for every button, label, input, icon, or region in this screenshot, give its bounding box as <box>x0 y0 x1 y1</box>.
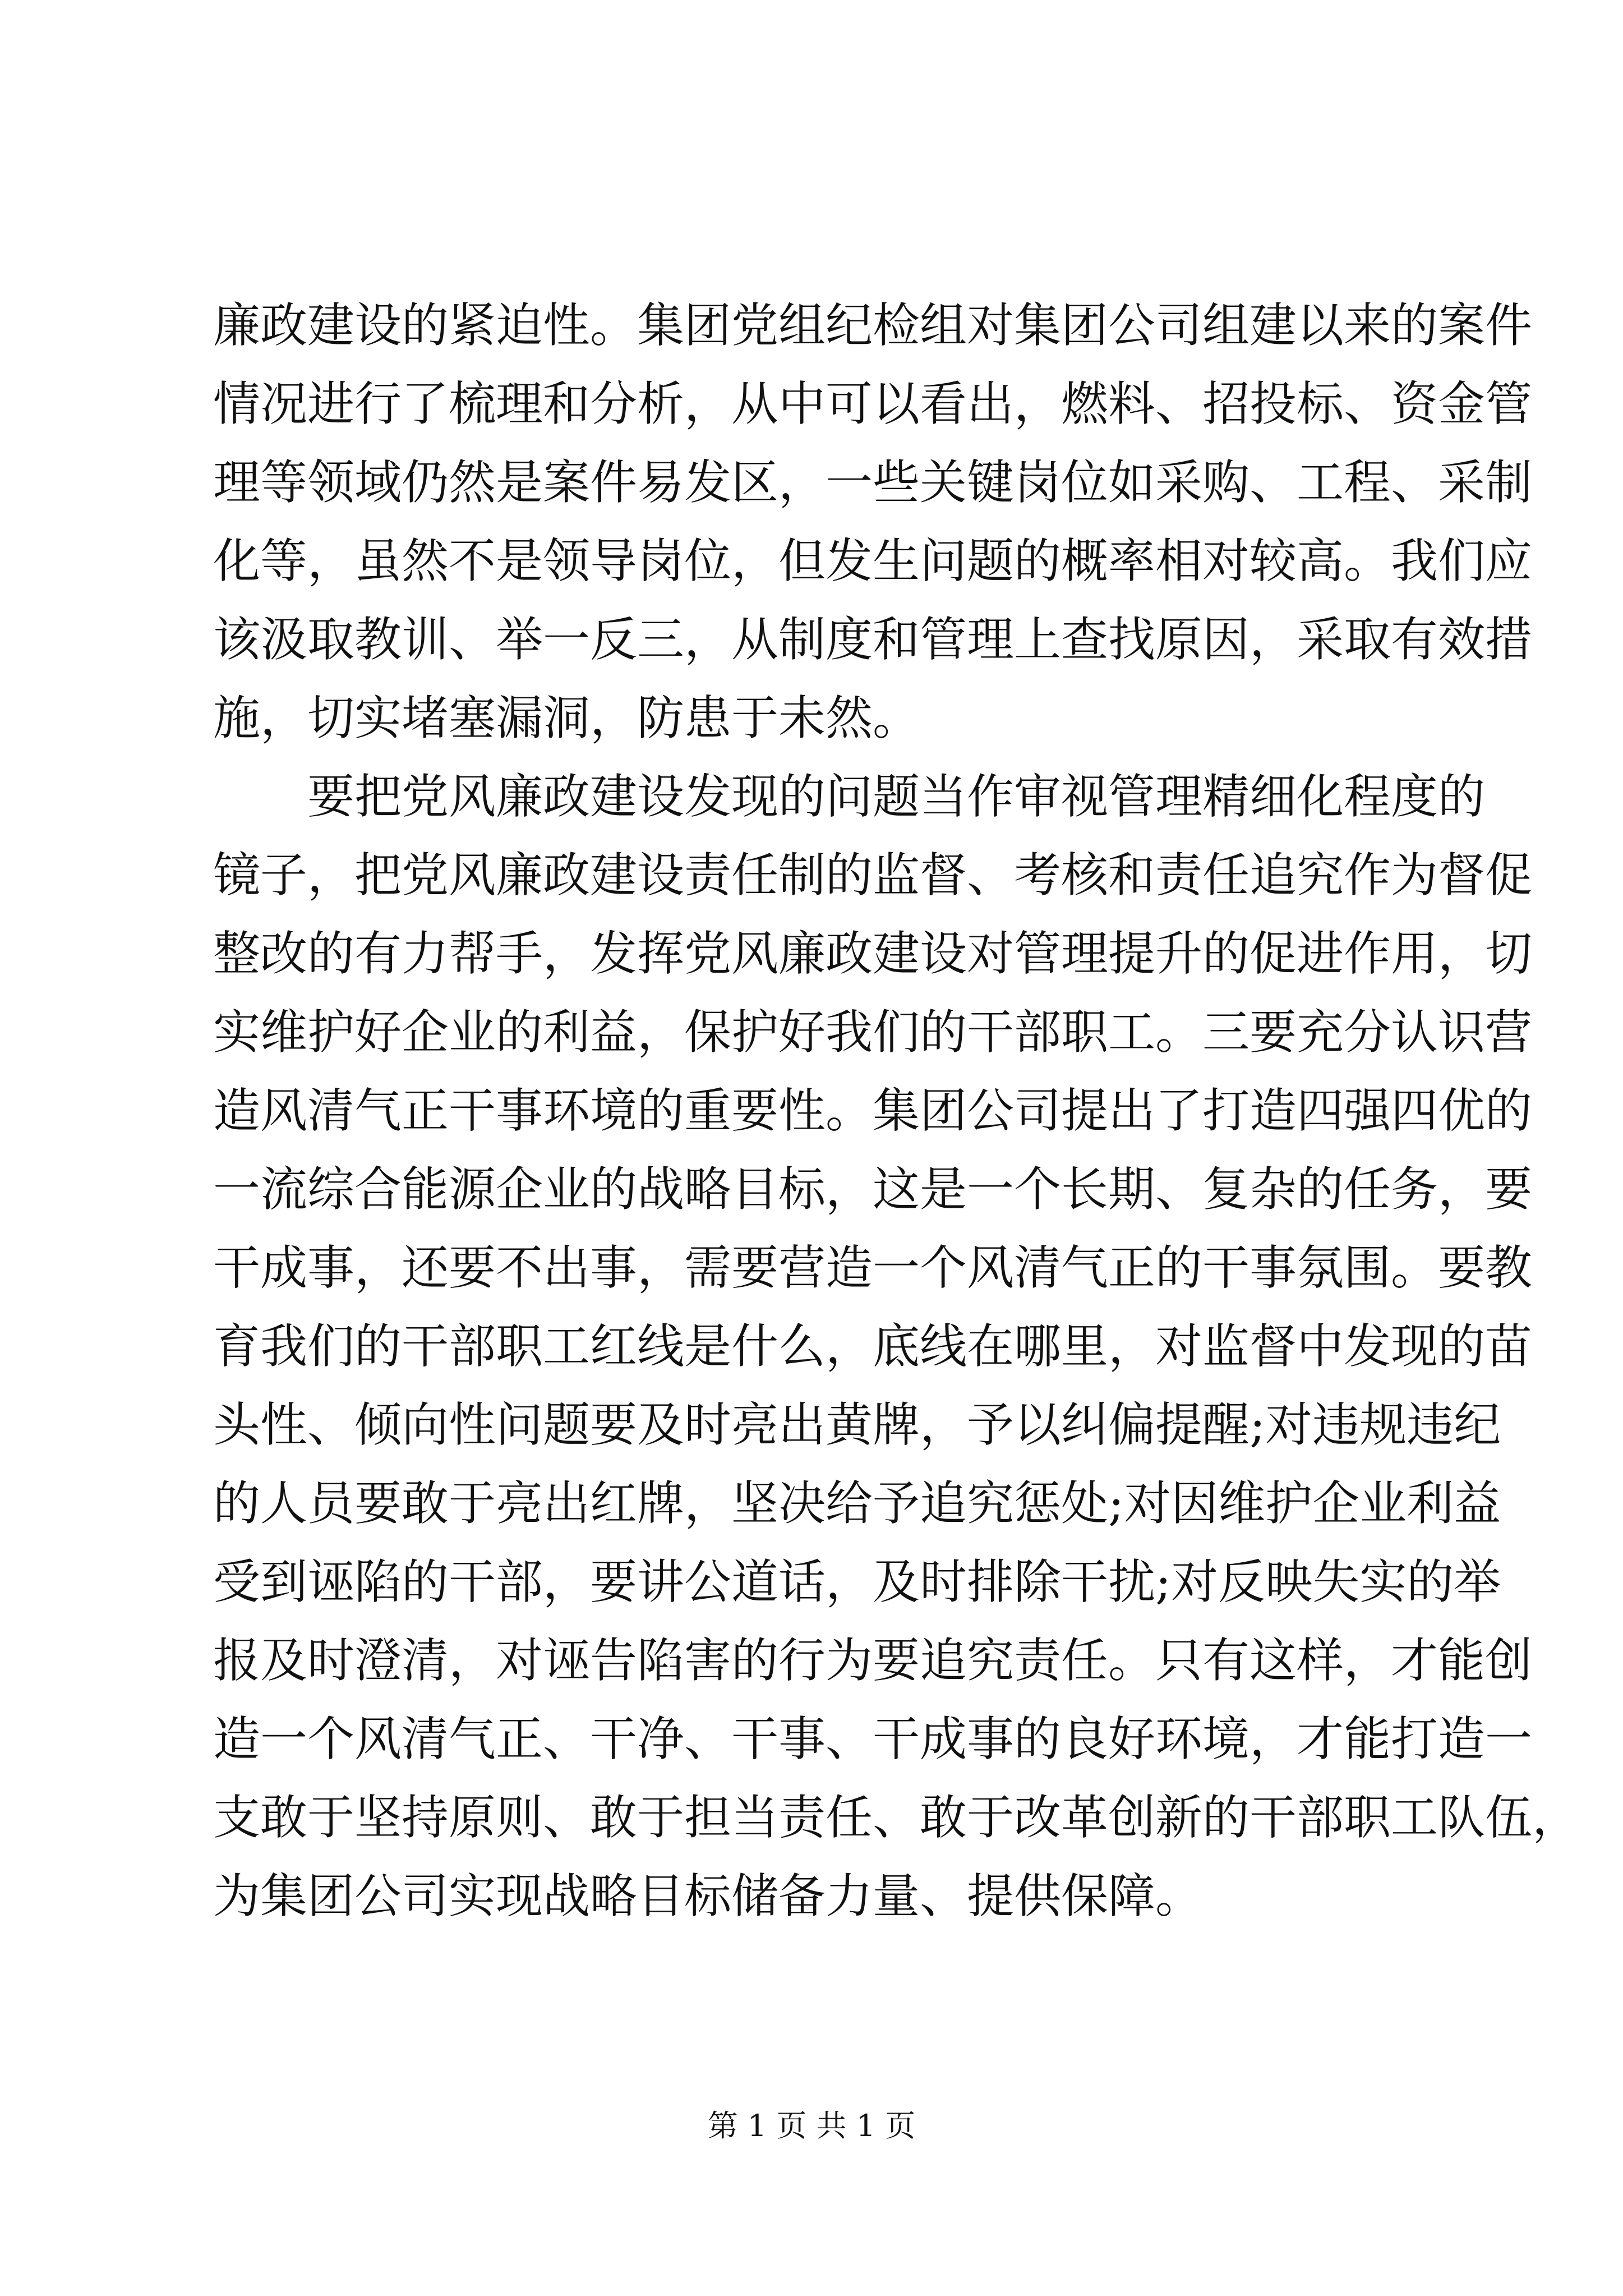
text-line: 一流综合能源企业的战略目标，这是一个长期、复杂的任务，要 <box>213 1162 1533 1217</box>
text-line: 造一个风清气正、干净、干事、干成事的良好环境，才能打造一 <box>213 1711 1533 1766</box>
text-line: 造风清气正干事环境的重要性。集团公司提出了打造四强四优的 <box>213 1083 1533 1138</box>
text-line: 的人员要敢于亮出红牌，坚决给予追究惩处;对因维护企业利益 <box>213 1476 1501 1531</box>
page-indicator: 第 1 页 共 1 页 <box>707 2108 916 2143</box>
text-line: 整改的有力帮手，发挥党风廉政建设对管理提升的促进作用，切 <box>213 926 1533 981</box>
text-line: 该汲取教训、举一反三，从制度和管理上查找原因，采取有效措 <box>213 612 1533 667</box>
text-line: 实维护好企业的利益，保护好我们的干部职工。三要充分认识营 <box>213 1005 1533 1060</box>
text-line: 报及时澄清，对诬告陷害的行为要追究责任。只有这样，才能创 <box>213 1633 1533 1688</box>
text-line: 要把党风廉政建设发现的问题当作审视管理精细化程度的 <box>307 769 1486 824</box>
text-line: 育我们的干部职工红线是什么，底线在哪里，对监督中发现的苗 <box>213 1319 1533 1374</box>
document-body <box>213 286 1580 1935</box>
text-line: 为集团公司实现战略目标储备力量、提供保障。 <box>213 1869 1203 1924</box>
text-line: 头性、倾向性问题要及时亮出黄牌，予以纠偏提醒;对违规违纪 <box>213 1397 1501 1452</box>
text-line: 受到诬陷的干部，要讲公道话，及时排除干扰;对反映失实的举 <box>213 1554 1501 1609</box>
text-line: 施，切实堵塞漏洞，防患于未然。 <box>213 691 920 746</box>
text-line: 廉政建设的紧迫性。集团党组纪检组对集团公司组建以来的案件 <box>213 298 1533 353</box>
paragraph-2 <box>213 757 1580 1935</box>
page-footer <box>0 2106 1623 2146</box>
text-line: 理等领域仍然是案件易发区，一些关键岗位如采购、工程、采制 <box>213 455 1533 510</box>
paragraph-1 <box>213 286 1533 757</box>
text-line: 干成事，还要不出事，需要营造一个风清气正的干事氛围。要教 <box>213 1240 1533 1295</box>
text-line: 情况进行了梳理和分析，从中可以看出，燃料、招投标、资金管 <box>213 376 1533 431</box>
text-line: 化等，虽然不是领导岗位，但发生问题的概率相对较高。我们应 <box>213 533 1533 588</box>
text-line: 镜子，把党风廉政建设责任制的监督、考核和责任追究作为督促 <box>213 848 1533 903</box>
text-line: 支敢于坚持原则、敢于担当责任、敢于改革创新的干部职工队伍， <box>213 1790 1580 1845</box>
